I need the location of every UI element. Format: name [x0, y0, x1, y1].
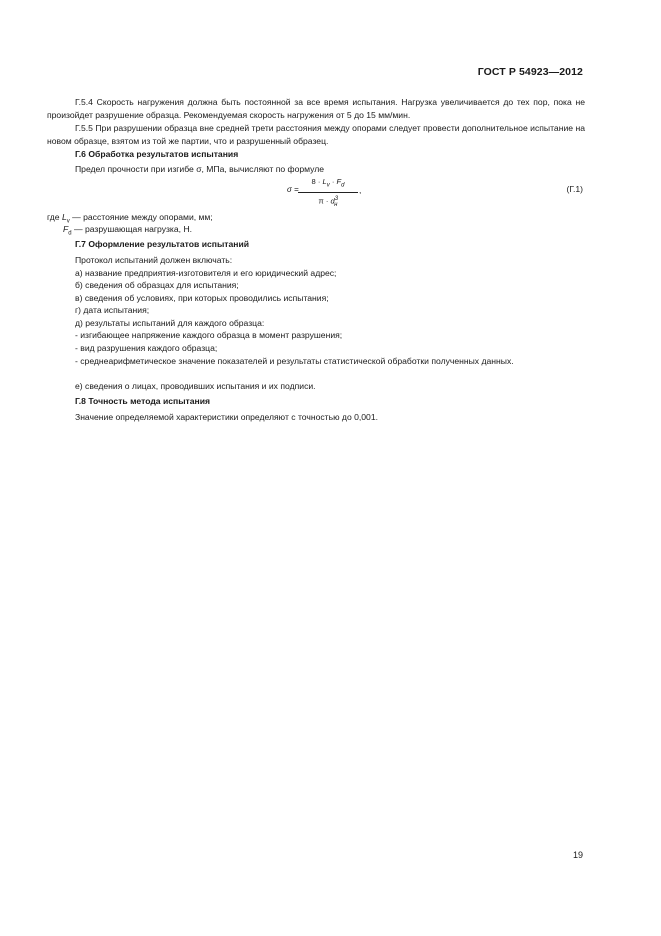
formula-lhs: σ =: [287, 185, 299, 194]
list-item: г) дата испытания;: [75, 305, 150, 315]
equation-number: (Г.1): [566, 184, 583, 194]
list-item: - изгибающее напряжение каждого образца в момент разрушения;: [75, 330, 343, 340]
formula-g1: [287, 177, 367, 211]
page-number: 19: [572, 850, 583, 860]
list-item: д) результаты испытаний для каждого образца:: [75, 317, 265, 328]
where-line-2: $F_d$ — разрушающая нагрузка, Н.: [63, 224, 193, 237]
paragraph-g54: Г.5.4 Скорость нагружения должна быть постоянной за все время испытания. Нагрузка увеличивается до тех пор, пока не произойдет разрушение образца. Рекомендуемая скорость нагружения от 5 до 15 мм/мин.: [47, 97, 585, 120]
section-heading-g7: Г.7 Оформление результатов испытаний: [75, 239, 250, 249]
list-item-long: - среднеарифметическое значение показателей и результаты статистической обработки полученных данных.: [75, 356, 514, 366]
fraction-bar: [298, 192, 358, 193]
list-item: в) сведения об условиях, при которых проводились испытания;: [75, 292, 329, 303]
list-item: - вид разрушения каждого образца;: [75, 342, 218, 353]
accuracy-text: Значение определяемой характеристики определяют с точностью до 0,001.: [75, 412, 378, 422]
where-line-1: где $L_v$ — расстояние между опорами, мм;: [47, 212, 213, 225]
section-heading-g6: Г.6 Обработка результатов испытания: [75, 149, 239, 159]
formula-comma: ,: [359, 185, 362, 195]
list-item: б) сведения об образцах для испытания;: [75, 280, 239, 290]
section-heading-g8: Г.8 Точность метода испытания: [75, 396, 211, 406]
list-item: е) сведения о лицах, проводивших испытания и их подписи.: [75, 381, 316, 391]
formula-denominator: $\pi \cdot d^3_н$: [318, 195, 339, 208]
formula-numerator: $8 \cdot L_v \cdot F_d$: [311, 177, 345, 189]
protocol-intro: Протокол испытаний должен включать:: [75, 255, 233, 265]
formula-intro: Предел прочности при изгибе σ, МПа, вычисляют по формуле: [75, 164, 325, 174]
formula-fraction: [298, 177, 358, 210]
list-item: а) название предприятия-изготовителя и его юридический адрес;: [75, 267, 337, 278]
paragraph-g55: Г.5.5 При разрушении образца вне средней трети расстояния между опорами следует провести дополнительное испытание на новом образце, взятом из той же партии, что и разрушенный образец.: [47, 123, 585, 146]
document-code: ГОСТ Р 54923—2012: [477, 66, 583, 78]
